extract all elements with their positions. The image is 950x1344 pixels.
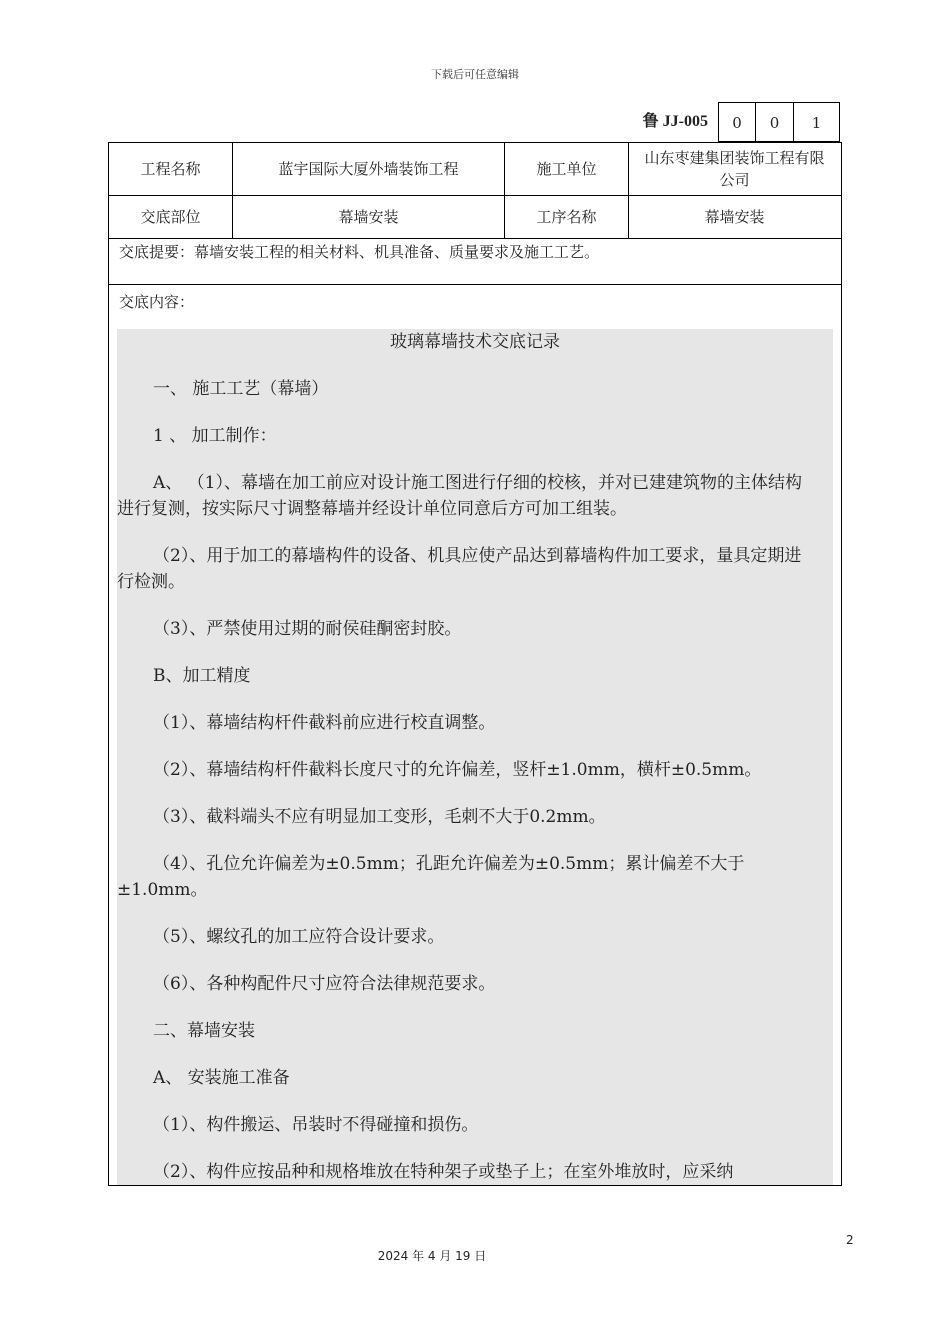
- part: 幕墙安装: [233, 196, 505, 238]
- form-code-digit: 1: [794, 102, 840, 142]
- content-line: （4）、孔位允许偏差为±0.5mm；孔距允许偏差为±0.5mm；累计偏差不大于±1.0mm。: [117, 854, 745, 900]
- content-box: [117, 329, 833, 1185]
- content-line: （3）、截料端头不应有明显加工变形，毛刺不大于0.2mm。: [153, 807, 606, 827]
- content-line: （1）、幕墙结构杆件截料前应进行校直调整。: [153, 713, 496, 733]
- contractor-label: 施工单位: [505, 143, 629, 195]
- form-code-digit: 0: [756, 102, 794, 142]
- content-line: （2）、用于加工的幕墙构件的设备、机具应使产品达到幕墙构件加工要求，量具定期进行检测。: [117, 546, 802, 592]
- content-line: （2）、幕墙结构杆件截料长度尺寸的允许偏差，竖杆±1.0mm，横杆±0.5mm。: [153, 760, 762, 780]
- form-code-label: 鲁 JJ-005: [642, 113, 708, 130]
- content-line: （5）、螺纹孔的加工应符合设计要求。: [153, 927, 445, 947]
- form-code: [620, 102, 840, 142]
- content-label: 交底内容：: [119, 293, 195, 311]
- page-number: 2: [846, 1233, 854, 1247]
- form-code-digit: 0: [718, 102, 756, 142]
- content-line: （6）、各种构配件尺寸应符合法律规范要求。: [153, 974, 496, 994]
- content-line: B、加工精度: [153, 666, 251, 686]
- content-line: （1）、构件搬运、吊装时不得碰撞和损伤。: [153, 1115, 479, 1135]
- content-line: A、 安装施工准备: [153, 1068, 290, 1088]
- process-label: 工序名称: [505, 196, 629, 238]
- footer-date: 2024 年 4 月 19 日: [377, 1249, 487, 1263]
- content-title: 玻璃幕墙技术交底记录: [390, 332, 560, 352]
- header-note: 下载后可任意编辑: [431, 68, 519, 81]
- info-row-part: [109, 196, 841, 239]
- disclosure-form: [108, 142, 842, 1186]
- content-line: （3）、严禁使用过期的耐侯硅酮密封胶。: [153, 619, 462, 639]
- summary: 交底提要：幕墙安装工程的相关材料、机具准备、质量要求及施工工艺。: [109, 239, 841, 285]
- process: 幕墙安装: [704, 208, 765, 226]
- content-line: A、 （1）、幕墙在加工前应对设计施工图进行仔细的校核，并对已建建筑物的主体结构进行复测，按实际尺寸调整幕墙并经设计单位同意后方可加工组装。: [117, 473, 802, 519]
- content-line: 1 、 加工制作：: [153, 426, 277, 446]
- content-line: 一、 施工工艺（幕墙）: [153, 379, 329, 399]
- part-label: 交底部位: [109, 196, 233, 238]
- project-name-label: 工程名称: [109, 143, 233, 195]
- contractor: 山东枣建集团装饰工程有限公司: [644, 149, 825, 189]
- project-name: 蓝宇国际大厦外墙装饰工程: [233, 143, 505, 195]
- info-row-project: [109, 143, 841, 196]
- content-line: （2）、构件应按品种和规格堆放在特种架子或垫子上；在室外堆放时，应采纳: [153, 1162, 734, 1182]
- content-line: 二、幕墙安装: [153, 1021, 255, 1041]
